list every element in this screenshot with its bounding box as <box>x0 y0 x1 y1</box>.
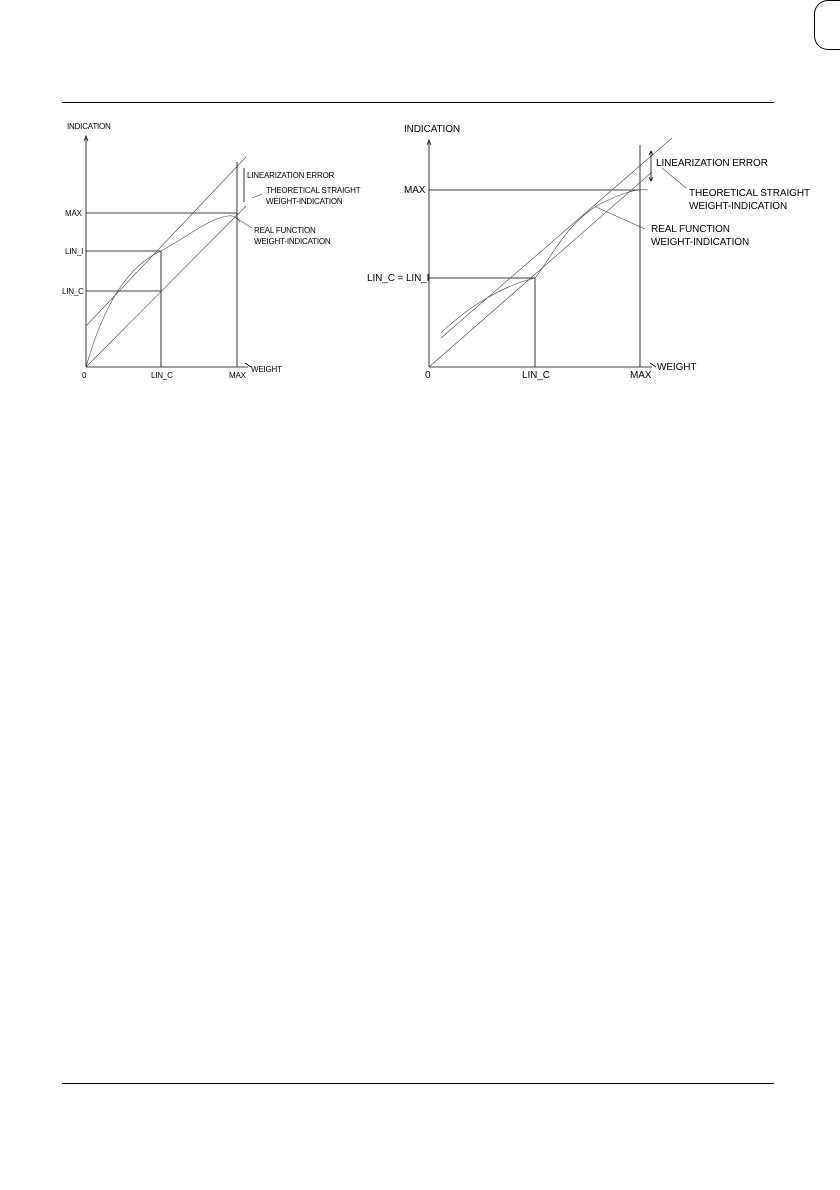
right-annotation-real-2: WEIGHT-INDICATION <box>651 237 750 248</box>
left-y-tick-max: MAX <box>65 209 82 218</box>
left-annotation-straight-2: WEIGHT-INDICATION <box>266 197 343 206</box>
left-annotation-error: LINEARIZATION ERROR <box>247 171 335 180</box>
left-annotation-straight-1: THEORETICAL STRAIGHT <box>266 186 361 195</box>
diagram-left <box>62 122 361 380</box>
right-straight-leader <box>662 168 686 188</box>
right-x-tick-max: MAX <box>630 370 652 381</box>
left-annotation-real-1: REAL FUNCTION <box>254 226 316 235</box>
left-real-function-curve <box>86 216 240 367</box>
right-shifted-line <box>441 138 672 338</box>
right-x-arrow-icon <box>650 363 656 367</box>
right-origin-label: 0 <box>425 370 431 381</box>
left-x-tick-max: MAX <box>229 371 246 380</box>
left-x-axis-label: WEIGHT <box>251 365 282 374</box>
right-real-leader <box>596 207 645 229</box>
right-annotation-straight-1: THEORETICAL STRAIGHT <box>689 188 810 199</box>
right-annotation-error: LINEARIZATION ERROR <box>656 158 768 169</box>
left-y-tick-lin-c: LIN_C <box>62 287 84 296</box>
left-y-tick-lin-i: LIN_I <box>65 247 84 256</box>
right-annotation-straight-2: WEIGHT-INDICATION <box>689 201 788 212</box>
left-shifted-line <box>86 157 246 326</box>
linearization-diagrams <box>0 0 840 420</box>
right-y-tick-max: MAX <box>404 185 426 196</box>
diagram-right <box>367 124 810 381</box>
right-y-tick-lin: LIN_C = LIN_I <box>367 273 430 284</box>
right-annotation-real-1: REAL FUNCTION <box>651 224 730 235</box>
right-x-axis-label: WEIGHT <box>657 362 697 373</box>
left-y-axis-label: INDICATION <box>67 122 111 131</box>
left-real-leader <box>236 218 252 228</box>
left-annotation-real-2: WEIGHT-INDICATION <box>254 237 331 246</box>
left-x-tick-lin-c: LIN_C <box>151 371 173 380</box>
left-straight-leader <box>252 194 262 198</box>
left-theoretical-line <box>86 206 246 367</box>
left-origin-label: 0 <box>82 371 87 380</box>
right-x-tick-lin-c: LIN_C <box>522 370 550 381</box>
footer-rule <box>62 1083 774 1084</box>
right-y-axis-label: INDICATION <box>404 124 461 135</box>
right-theoretical-line <box>429 172 652 367</box>
